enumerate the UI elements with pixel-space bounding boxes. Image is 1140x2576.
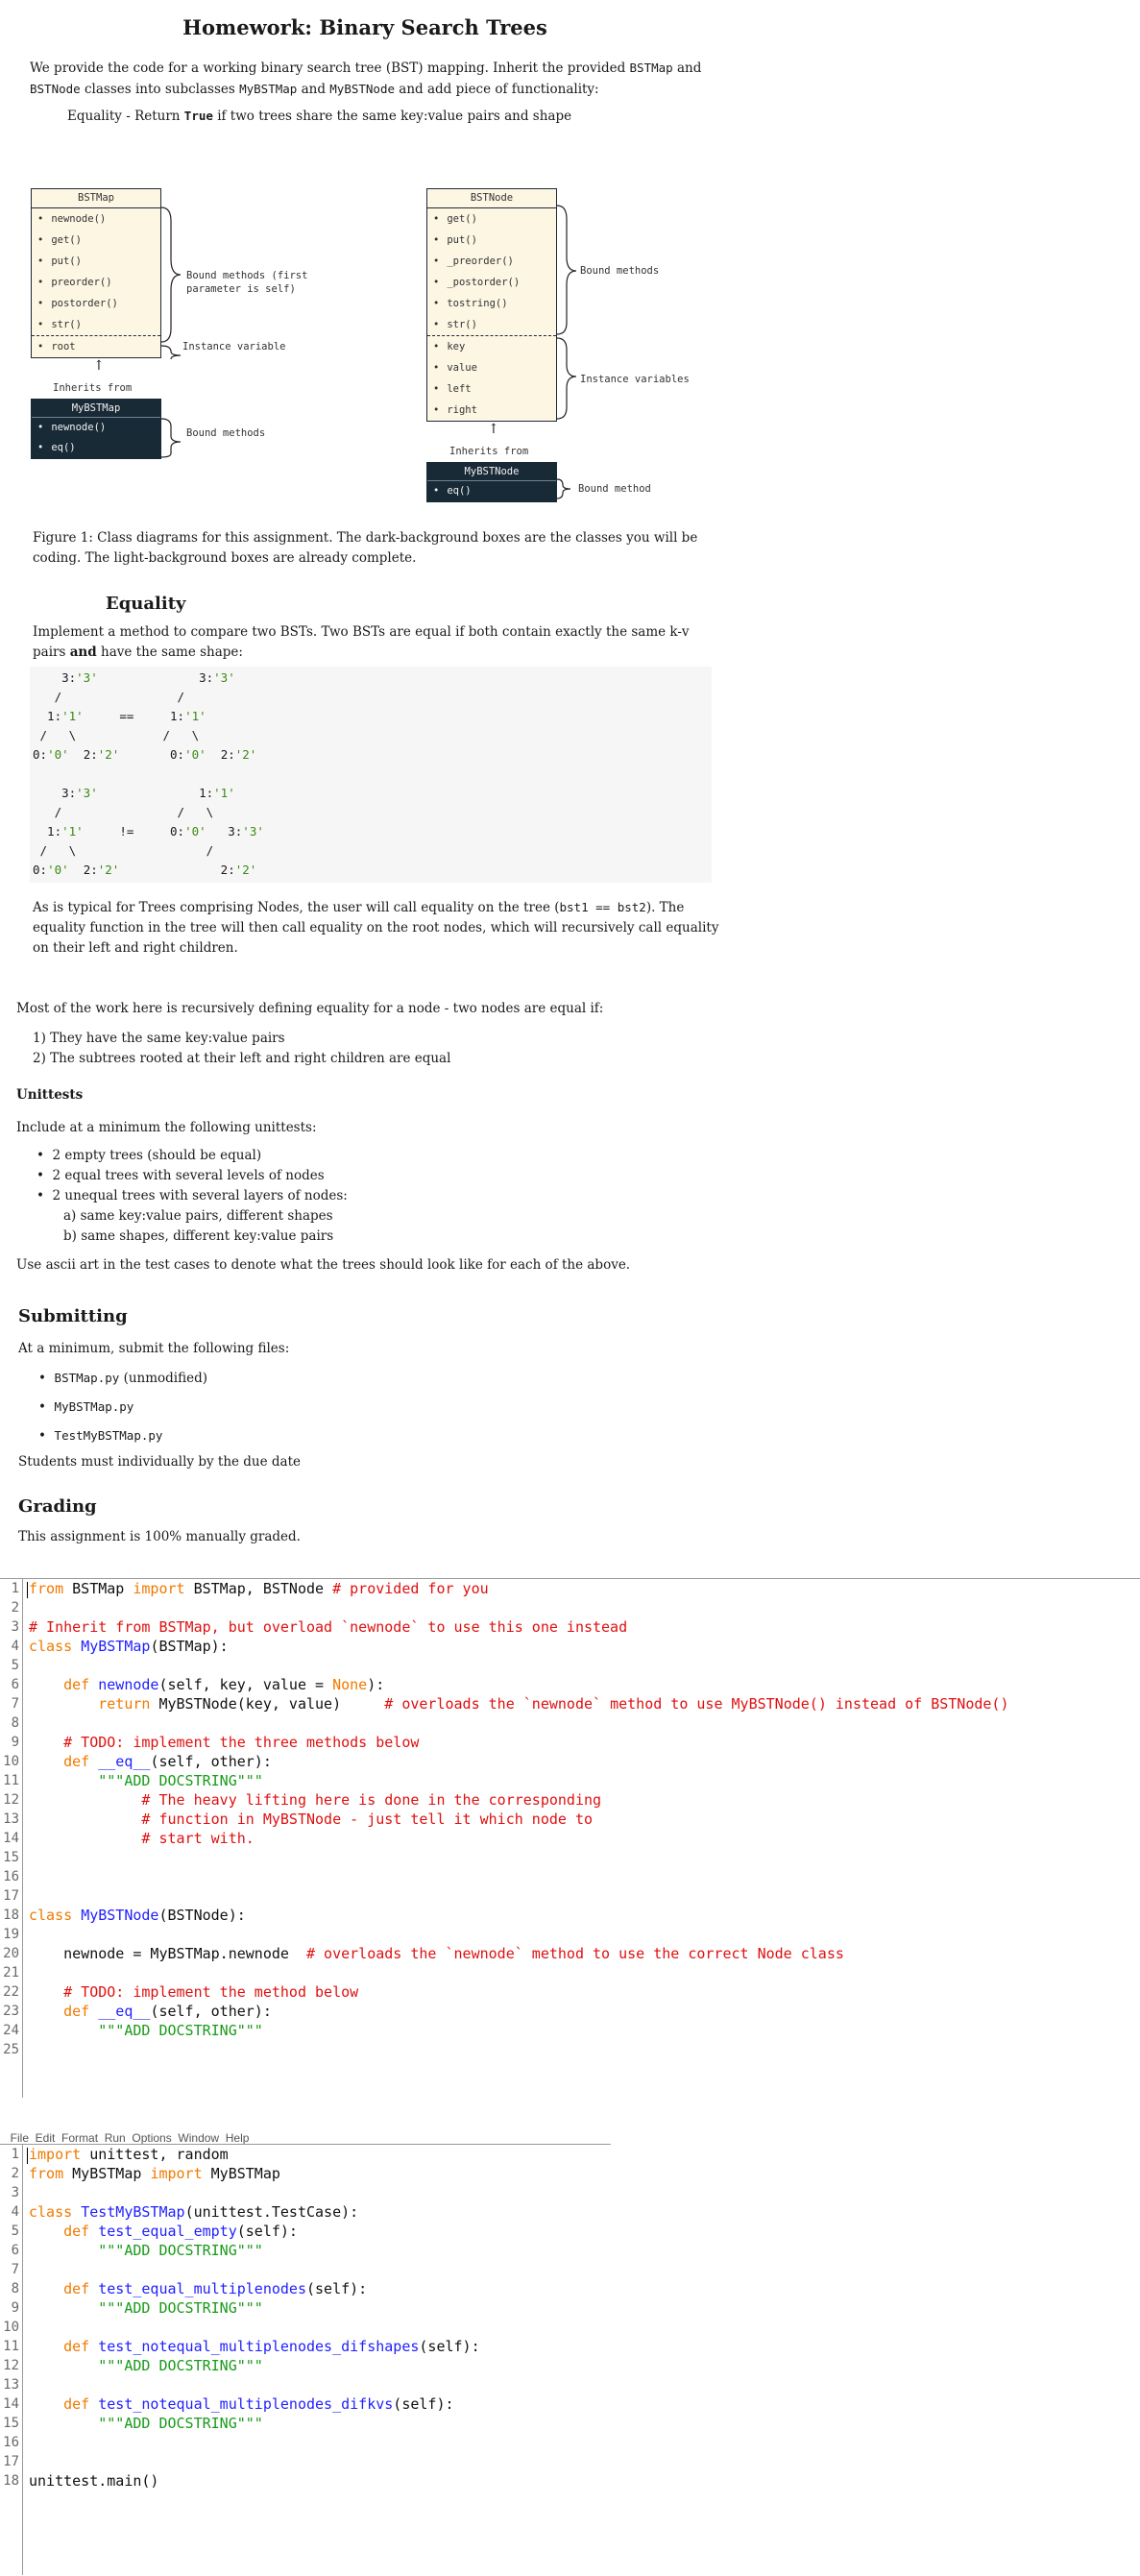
recursion-item: 1) They have the same key:value pairs	[33, 1031, 285, 1046]
page-title: Homework: Binary Search Trees	[182, 15, 547, 39]
bstmap-method: • postorder()	[32, 293, 160, 314]
bound-methods-brace	[557, 206, 576, 334]
bstnode-class-box	[426, 188, 557, 422]
bstnode-var: • value	[427, 357, 556, 378]
bstmap-var: • root	[32, 335, 160, 357]
inherits-from-label: Inherits from	[449, 446, 529, 457]
mybstmap-method: • eq()	[32, 438, 160, 458]
intro-paragraph: We provide the code for a working binary search tree (BST) mapping. Inherit the provided BSTMap and BSTNode classes into subclasses MyBSTMap and MyBSTNode and add piece of functionality:	[30, 61, 702, 97]
arrow-up-icon: ↑	[93, 358, 105, 374]
not-equal-operator: !=	[119, 824, 134, 838]
submit-file-item: • TestMyBSTMap.py	[38, 1428, 163, 1444]
instance-variables-brace	[557, 338, 576, 419]
code-editor-mybstmap[interactable]: 1 from BSTMap import BSTMap, BSTNode # provided for you 2 3 # Inherit from BSTMap, but overload `newnode` to use this one instead 4 class MyBSTMap(BSTMap): 5 6 def newnode(self, key, value = None): 7 return MyBSTNode(key, value) # overloads the `newnode` method to use MyBSTNode() instead of BSTNode() 8 9 # TODO: implement the three methods below 10 def __eq__(self, other): 11 """ADD DOCSTRING""" 12 # The heavy lifting here is done in the corresponding 13 # function in MyBSTNode - just tell it which node to 14 # start with. 15 16 17 18 class MyBSTNode(BSTNode): 19 20 newnode = MyBSTMap.newnode # overloads the `newnode` method to use the correct Node class 21 22 # TODO: implement the method below 23 def __eq__(self, other): 24 """ADD DOCSTRING""" 25	[0, 1578, 1140, 2098]
equality-paragraph: Implement a method to compare two BSTs. Two BSTs are equal if both contain exactly the same k-v pairs and have the same shape:	[33, 624, 690, 660]
bstmap-method: • newnode()	[32, 208, 160, 230]
unittest-subitem: a) same key:value pairs, different shapes	[63, 1208, 333, 1224]
unittests-note: Use ascii art in the test cases to denote what the trees should look like for each of the above.	[16, 1257, 631, 1273]
bstnode-var: • left	[427, 378, 556, 400]
editor-menu-bar[interactable]: File Edit Format Run Options Window Help	[10, 2131, 250, 2145]
bstnode-method: • get()	[427, 208, 556, 230]
bound-methods-brace	[161, 207, 181, 342]
submit-file-item: • MyBSTMap.py	[38, 1399, 134, 1415]
submitting-intro: At a minimum, submit the following files:	[18, 1341, 290, 1356]
bstnode-method: • _preorder()	[427, 251, 556, 272]
bstnode-method: • str()	[427, 314, 556, 335]
figure-caption: Figure 1: Class diagrams for this assignment. The dark-background boxes are the classes you will be coding. The light-background boxes are already complete.	[33, 530, 698, 566]
bound-method-brace	[557, 479, 570, 498]
text-cursor	[27, 1582, 28, 1598]
bstnode-braces	[555, 202, 584, 427]
bound-methods-brace	[161, 419, 181, 457]
mybstnode-brace	[555, 475, 580, 504]
code-editor-testmybstmap[interactable]: 1 import unittest, random 2 from MyBSTMap import MyBSTMap 3 4 class TestMyBSTMap(unittest.TestCase): 5 def test_equal_empty(self): 6 """ADD DOCSTRING""" 7 8 def test_equal_multiplenodes(self): 9 """ADD DOCSTRING""" 10 11 def test_notequal_multiplenodes_difshapes(self): 12 """ADD DOCSTRING""" 13 14 def test_notequal_multiplenodes_difkvs(self): 15 """ADD DOCSTRING""" 16 17 18 unittest.main()	[0, 2144, 611, 2575]
bstmap-method: • str()	[32, 314, 160, 335]
unittest-subitem: b) same shapes, different key:value pairs	[63, 1228, 334, 1244]
bstmap-method: • preorder()	[32, 272, 160, 293]
bstmap-bound-methods-label: Bound methods (first parameter is self)	[186, 270, 308, 295]
unittest-item: • 2 empty trees (should be equal)	[36, 1148, 262, 1163]
bstmap-instance-variable-label: Instance variable	[182, 341, 286, 352]
ascii-tree-examples: 3:'3' 3:'3' / / 1:'1' == 1:'1' / \ / \ 0:'0' 2:'2' 0:'0' 2:'2' 3:'3' 1:'1' / / \ 1:'1' != 0:'0' 3:'3' / \ / 0:'0' 2:'2' 2:'2'	[30, 667, 712, 883]
mybstnode-class-title: MyBSTNode	[427, 463, 556, 481]
mybstmap-bound-methods-label: Bound methods	[186, 427, 266, 439]
bstnode-method: • put()	[427, 230, 556, 251]
inherits-from-label: Inherits from	[53, 382, 133, 394]
mybstmap-class-title: MyBSTMap	[32, 400, 160, 418]
equality-requirement: Equality - Return True if two trees share the same key:value pairs and shape	[67, 109, 572, 124]
unittest-item: • 2 unequal trees with several layers of nodes:	[36, 1188, 348, 1203]
bstmap-class-box	[31, 188, 161, 358]
arrow-up-icon: ↑	[488, 422, 499, 437]
mybstmap-brace	[159, 401, 188, 461]
unittests-heading: Unittests	[16, 1087, 84, 1103]
submit-file-item: • BSTMap.py (unmodified)	[38, 1371, 208, 1386]
submitting-heading: Submitting	[18, 1306, 128, 1326]
grading-heading: Grading	[18, 1496, 97, 1517]
text-cursor	[27, 2148, 28, 2164]
bstmap-method: • put()	[32, 251, 160, 272]
bstmap-braces	[159, 202, 188, 360]
bstnode-instance-variables-label: Instance variables	[580, 374, 690, 385]
recursion-intro: Most of the work here is recursively defining equality for a node - two nodes are equal if:	[16, 1001, 604, 1016]
bstnode-method: • tostring()	[427, 293, 556, 314]
recursion-item: 2) The subtrees rooted at their left and right children are equal	[33, 1051, 451, 1066]
bstnode-class-title: BSTNode	[427, 189, 556, 208]
bstnode-var: • right	[427, 400, 556, 421]
bstmap-method: • get()	[32, 230, 160, 251]
unittest-item: • 2 equal trees with several levels of nodes	[36, 1168, 325, 1183]
bstnode-method: • _postorder()	[427, 272, 556, 293]
equality-explanation: As is typical for Trees comprising Nodes, the user will call equality on the tree (bst1 == bst2). The equality function in the tree will then call equality on the root nodes, which will recursively call equality on their left and right children.	[33, 900, 719, 956]
bstnode-bound-methods-label: Bound methods	[580, 265, 660, 277]
instance-variable-brace	[161, 346, 181, 359]
mybstnode-class-box	[426, 462, 557, 502]
equality-heading: Equality	[106, 594, 186, 614]
bstmap-class-title: BSTMap	[32, 189, 160, 208]
mybstnode-bound-method-label: Bound method	[578, 483, 651, 495]
submitting-note: Students must individually by the due date	[18, 1454, 302, 1470]
mybstmap-class-box	[31, 399, 161, 459]
unittests-intro: Include at a minimum the following unittests:	[16, 1120, 317, 1135]
mybstnode-method: • eq()	[427, 481, 556, 501]
bstnode-var: • key	[427, 335, 556, 357]
grading-text: This assignment is 100% manually graded.	[18, 1529, 301, 1544]
equal-operator: ==	[119, 709, 134, 723]
mybstmap-method: • newnode()	[32, 418, 160, 438]
